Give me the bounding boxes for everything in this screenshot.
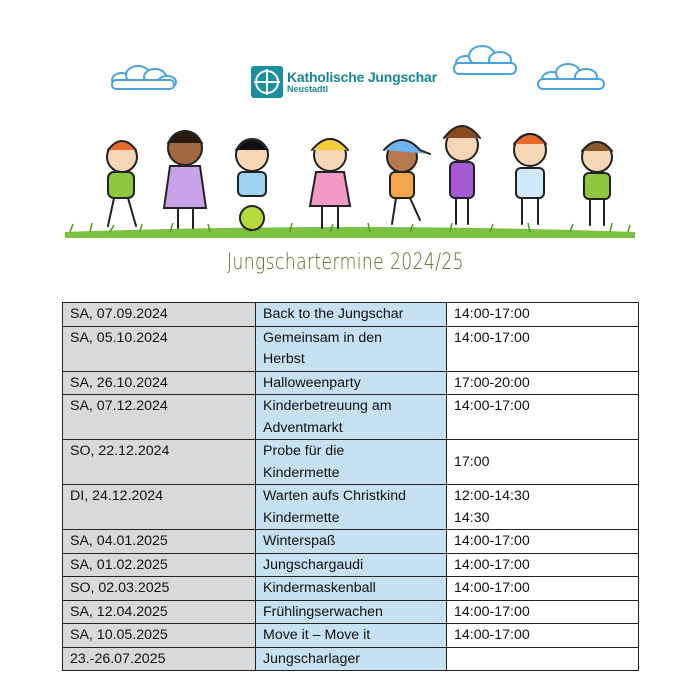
time-text: 17:00-20:00 [454, 374, 530, 391]
event-text: Kinderbetreuung am [263, 398, 392, 414]
schedule-table [62, 302, 639, 671]
date-cell [63, 647, 256, 671]
child-2 [164, 131, 206, 228]
date-cell [63, 440, 256, 485]
table-row [63, 485, 639, 530]
time-cell [447, 530, 639, 554]
time-text: 14:30 [454, 509, 490, 526]
time-text: 14:00-17:00 [454, 603, 530, 620]
date-cell [63, 553, 256, 577]
time-cell [447, 326, 639, 371]
table-row [63, 440, 639, 485]
date-cell [63, 303, 256, 327]
event-cell [256, 440, 447, 485]
time-text: 14:00-17:00 [454, 398, 530, 414]
cloud-right-icon [538, 64, 604, 89]
date-cell [63, 530, 256, 554]
date-cell [63, 326, 256, 371]
time-text: 17:00 [454, 453, 490, 470]
time-cell [447, 485, 639, 530]
date-cell [63, 395, 256, 440]
table-row [63, 553, 639, 577]
table-row [63, 371, 639, 395]
table-row [63, 647, 639, 671]
event-text: Herbst [263, 351, 305, 367]
date-text: SA, 26.10.2024 [70, 374, 168, 391]
event-text: Halloweenparty [263, 374, 361, 391]
event-cell [256, 647, 447, 671]
org-name: Katholische Jungschar [287, 68, 437, 85]
cloud-left-icon [112, 66, 176, 89]
time-text: 12:00-14:30 [454, 488, 530, 504]
date-cell [63, 577, 256, 601]
date-text: SO, 02.03.2025 [70, 580, 170, 596]
date-cell [63, 624, 256, 648]
child-1 [107, 141, 137, 226]
date-text: SA, 10.05.2025 [70, 627, 168, 643]
date-text: SA, 04.01.2025 [70, 533, 168, 549]
time-cell [447, 440, 639, 485]
logo-mark-icon [251, 66, 283, 98]
time-text: 14:00-17:00 [454, 533, 530, 549]
page-title: Jungschartermine 2024/25 [227, 250, 464, 275]
event-text: Warten aufs Christkind [263, 488, 406, 504]
date-cell [63, 600, 256, 624]
date-text: SA, 12.04.2025 [70, 603, 168, 620]
child-6 [444, 126, 480, 224]
event-text: Probe für die [263, 443, 345, 459]
grass [65, 227, 635, 238]
event-text: Jungschargaudi [263, 556, 364, 573]
time-cell [447, 577, 639, 601]
cloud-right-top-icon [454, 46, 516, 74]
event-cell [256, 326, 447, 371]
date-text: SA, 01.02.2025 [70, 556, 168, 573]
event-text: Kindermette [263, 509, 340, 526]
table-row [63, 303, 639, 327]
organization-logo [251, 66, 437, 98]
event-cell [256, 553, 447, 577]
event-text: Frühlingserwachen [263, 603, 383, 620]
table-row [63, 326, 639, 371]
table-row [63, 624, 639, 648]
time-cell [447, 303, 639, 327]
event-cell [256, 624, 447, 648]
event-text: Kindermette [263, 464, 340, 481]
event-text: Jungscharlager [263, 650, 361, 667]
event-text: Adventmarkt [263, 419, 343, 436]
table-row [63, 600, 639, 624]
event-cell [256, 395, 447, 440]
date-cell [63, 371, 256, 395]
time-cell [447, 553, 639, 577]
event-cell [256, 530, 447, 554]
date-text: SA, 07.12.2024 [70, 398, 168, 414]
date-cell [63, 485, 256, 530]
time-cell [447, 647, 639, 671]
date-text: SO, 22.12.2024 [70, 443, 170, 459]
event-cell [256, 371, 447, 395]
table-row [63, 530, 639, 554]
table-row [63, 577, 639, 601]
time-cell [447, 624, 639, 648]
event-text: Back to the Jungschar [263, 306, 404, 322]
event-text: Winterspaß [263, 533, 336, 549]
time-cell [447, 600, 639, 624]
org-location: Neustadtl [287, 83, 329, 94]
time-cell [447, 371, 639, 395]
event-text: Kindermaskenball [263, 580, 376, 596]
time-text: 14:00-17:00 [454, 580, 530, 596]
event-text: Gemeinsam in den [263, 329, 383, 346]
child-4 [310, 139, 350, 228]
children-illustration [0, 0, 691, 245]
event-text: Move it – Move it [263, 627, 371, 643]
time-text: 14:00-17:00 [454, 627, 530, 643]
date-text: 23.-26.07.2025 [70, 650, 166, 667]
child-7 [514, 134, 546, 224]
event-cell [256, 485, 447, 530]
time-text: 14:00-17:00 [454, 329, 530, 346]
child-3 [236, 139, 268, 230]
child-8 [582, 142, 612, 225]
event-cell [256, 303, 447, 327]
event-cell [256, 577, 447, 601]
time-text: 14:00-17:00 [454, 556, 530, 573]
time-cell [447, 395, 639, 440]
date-text: SA, 07.09.2024 [70, 306, 168, 322]
date-text: SA, 05.10.2024 [70, 329, 168, 346]
date-text: DI, 24.12.2024 [70, 488, 164, 504]
table-row [63, 395, 639, 440]
time-text: 14:00-17:00 [454, 306, 530, 322]
child-5 [384, 140, 430, 224]
event-cell [256, 600, 447, 624]
